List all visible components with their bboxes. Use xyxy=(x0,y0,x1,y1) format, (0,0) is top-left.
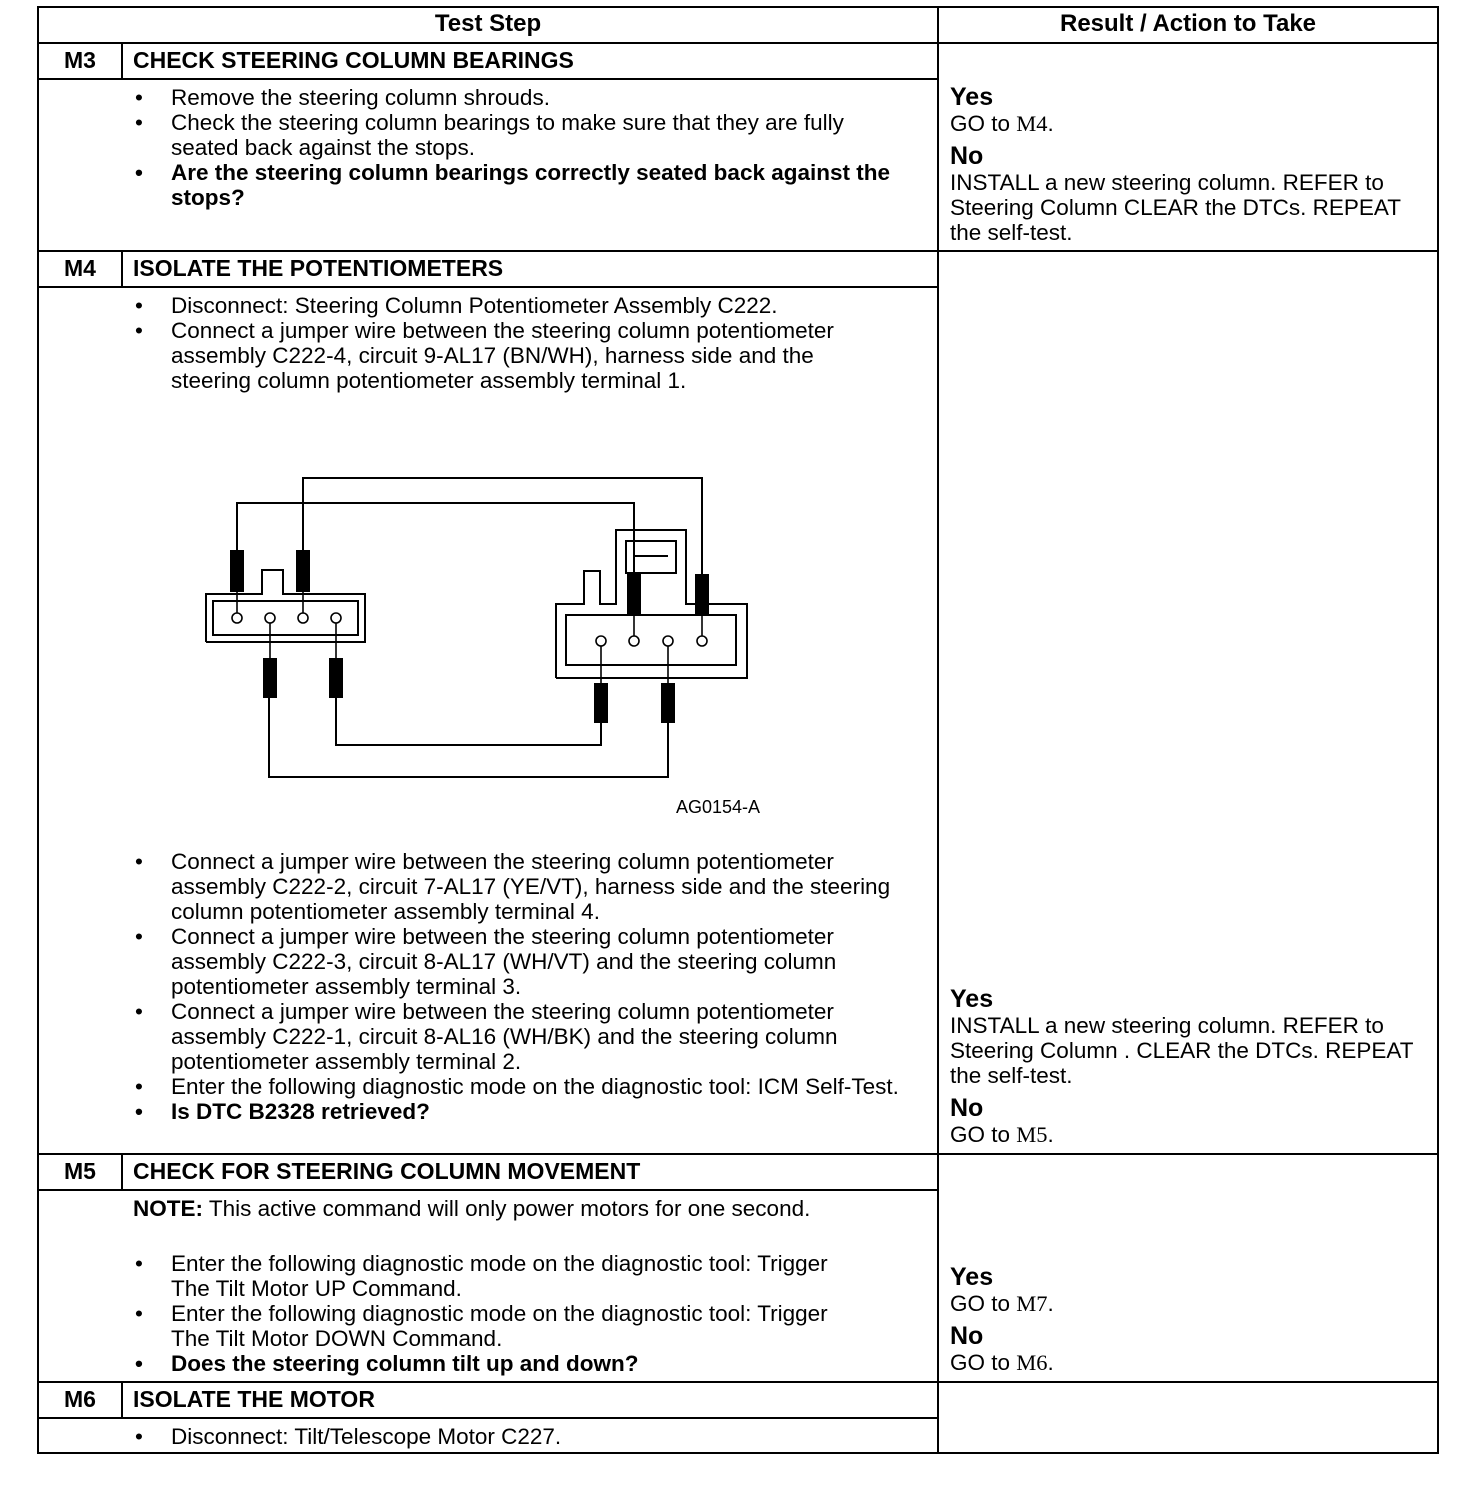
step-link-m5[interactable]: M5 xyxy=(1016,1122,1048,1147)
step-link-m7[interactable]: M7 xyxy=(1016,1291,1048,1316)
step-link-m4[interactable]: M4 xyxy=(1016,111,1048,136)
step-m4-result xyxy=(950,985,1425,1147)
no-label: No xyxy=(950,142,984,170)
step-m4-instructions-after xyxy=(130,849,905,1124)
instruction-question: • Does the steering column tilt up and down? xyxy=(130,1351,860,1376)
no-action: GO to M5. xyxy=(950,1122,1054,1147)
instruction-item: • Connect a jumper wire between the steering column potentiometer assembly C222-2, circuit 7-AL17 (YE/VT), harness side and the steering column potentiometer assembly terminal 4. xyxy=(130,849,905,924)
step-id-m4: M4 xyxy=(64,255,96,281)
step-m5-instructions xyxy=(130,1251,860,1376)
instruction-item: • Remove the steering column shrouds. xyxy=(130,85,900,110)
no-action: GO to M6. xyxy=(950,1350,1054,1375)
instruction-item: • Connect a jumper wire between the steering column potentiometer assembly C222-1, circuit 8-AL16 (WH/BK) and the steering column potentiometer assembly terminal 2. xyxy=(130,999,905,1074)
step-m3-result xyxy=(950,83,1425,245)
step-id-m3: M3 xyxy=(64,47,96,73)
step-title-m6: ISOLATE THE MOTOR xyxy=(133,1386,375,1412)
instruction-item: • Enter the following diagnostic mode on the diagnostic tool: Trigger The Tilt Motor DOWN Command. xyxy=(130,1301,860,1351)
instruction-item: • Check the steering column bearings to make sure that they are fully seated back against the stops. xyxy=(130,110,900,160)
no-action: INSTALL a new steering column. REFER to Steering Column CLEAR the DTCs. REPEAT the self-test. xyxy=(950,170,1401,245)
instruction-item: • Disconnect: Tilt/Telescope Motor C227. xyxy=(130,1424,900,1449)
yes-label: Yes xyxy=(950,1263,994,1291)
instruction-item: • Enter the following diagnostic mode on the diagnostic tool: ICM Self-Test. xyxy=(130,1074,905,1099)
note-label: NOTE: xyxy=(133,1196,203,1221)
step-m5-result xyxy=(950,1263,1425,1375)
step-id-m6: M6 xyxy=(64,1386,96,1412)
step-link-m6[interactable]: M6 xyxy=(1016,1350,1048,1375)
yes-action: GO to M4. xyxy=(950,111,1054,136)
note-text: This active command will only power motors for one second. xyxy=(203,1196,811,1221)
yes-label: Yes xyxy=(950,985,994,1013)
step-m6-instructions xyxy=(130,1424,900,1449)
yes-label: Yes xyxy=(950,83,994,111)
column-header-result-action: Result / Action to Take xyxy=(1059,10,1317,37)
step-m5-note xyxy=(133,1196,833,1221)
no-label: No xyxy=(950,1094,984,1122)
step-title-m4: ISOLATE THE POTENTIOMETERS xyxy=(133,255,504,281)
step-id-m5: M5 xyxy=(64,1158,96,1184)
yes-action: INSTALL a new steering column. REFER to Steering Column . CLEAR the DTCs. REPEAT the self-test. xyxy=(950,1013,1414,1088)
yes-action: GO to M7. xyxy=(950,1291,1054,1316)
step-title-m3: CHECK STEERING COLUMN BEARINGS xyxy=(133,47,574,73)
instruction-question: • Is DTC B2328 retrieved? xyxy=(130,1099,905,1124)
instruction-item: • Enter the following diagnostic mode on the diagnostic tool: Trigger The Tilt Motor UP Command. xyxy=(130,1251,860,1301)
no-label: No xyxy=(950,1322,984,1350)
instruction-item: • Disconnect: Steering Column Potentiometer Assembly C222. xyxy=(130,293,875,318)
instruction-question: • Are the steering column bearings correctly seated back against the stops? xyxy=(130,160,900,210)
step-title-m5: CHECK FOR STEERING COLUMN MOVEMENT xyxy=(133,1158,641,1184)
column-header-test-step: Test Step xyxy=(434,10,542,37)
instruction-item: • Connect a jumper wire between the steering column potentiometer assembly C222-3, circuit 8-AL17 (WH/VT) and the steering column potentiometer assembly terminal 3. xyxy=(130,924,905,999)
figure-code: AG0154-A xyxy=(676,797,761,817)
instruction-item: • Connect a jumper wire between the steering column potentiometer assembly C222-4, circuit 9-AL17 (BN/WH), harness side and the steering column potentiometer assembly terminal 1. xyxy=(130,318,875,393)
step-m3-instructions xyxy=(130,85,900,210)
step-m4-instructions-before xyxy=(130,293,875,393)
